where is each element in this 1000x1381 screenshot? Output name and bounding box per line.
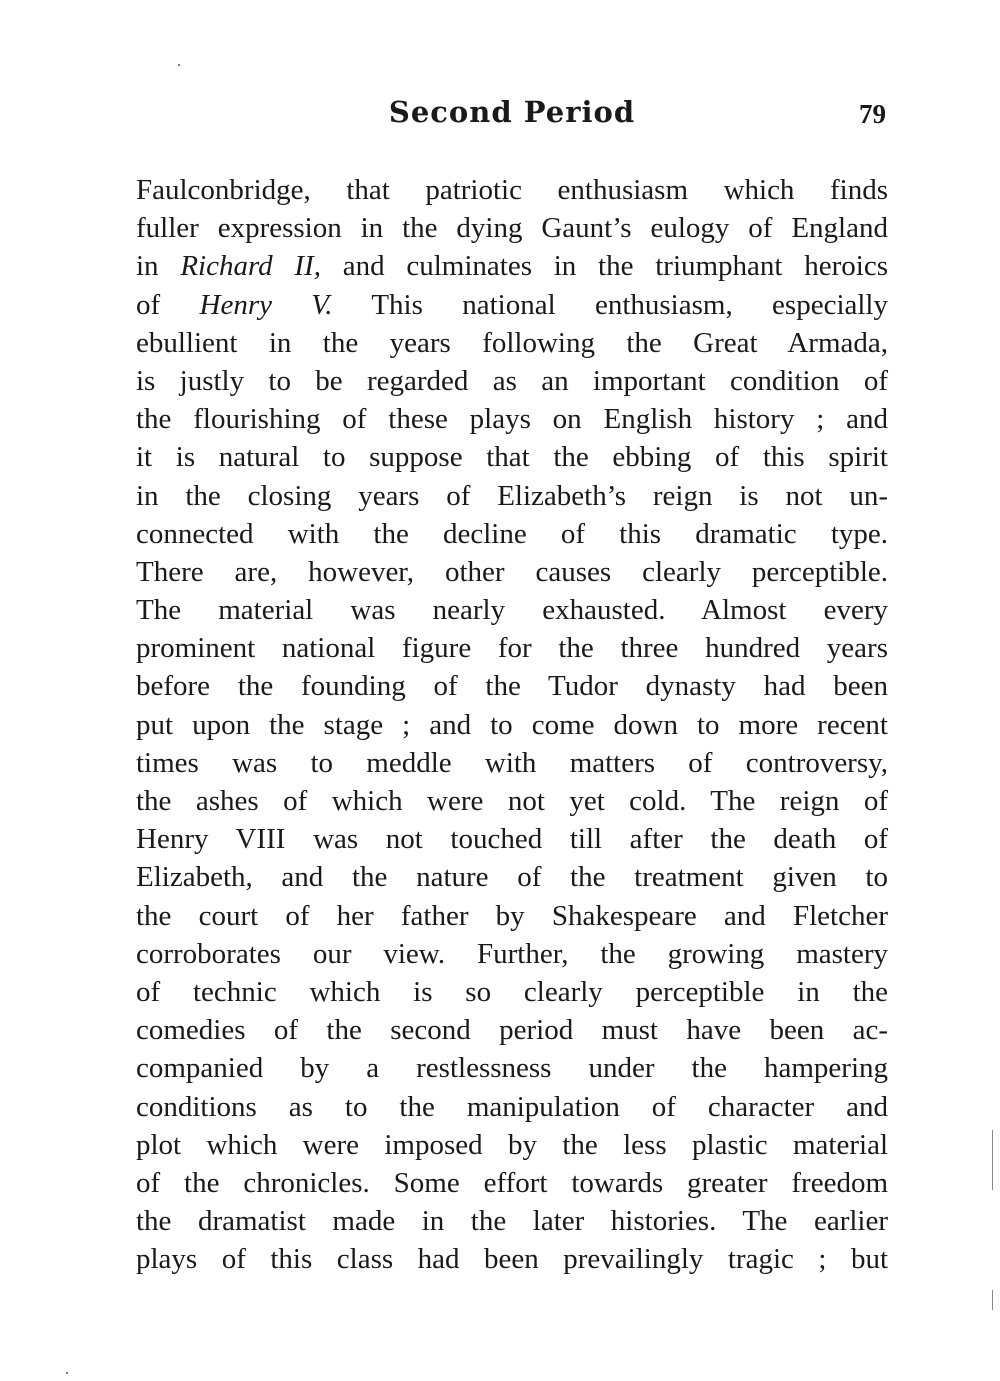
scan-speck [66,1372,68,1374]
text-line: of the chronicles. Some effort towards greater freedom [136,1166,888,1199]
text-line: prominent national figure for the three hundred years [136,632,888,665]
text-line: plot which were imposed by the less plastic material [136,1128,888,1161]
text-line: connected with the decline of this dramatic type. [136,517,888,550]
text-line: it is natural to suppose that the ebbing of this spirit [136,441,888,474]
play-title-richard-ii: Richard II, [180,250,321,283]
text-line: companied by a restlessness under the hampering [136,1052,888,1085]
text-line: plays of this class had been prevailingly tragic ; but [136,1243,888,1276]
text-line: is justly to be regarded as an important condition of [136,364,888,397]
text-line: conditions as to the manipulation of character and [136,1090,888,1123]
text-line: fuller expression in the dying Gaunt’s eulogy of England [136,212,888,245]
scan-speck [178,64,180,66]
text-line: of Henry V. This national enthusiasm, especially [136,288,888,321]
text-line: the dramatist made in the later histories. The earlier [136,1205,888,1238]
running-title: Second Period [388,95,636,129]
text-line: put upon the stage ; and to come down to more recent [136,708,888,741]
page-number: 79 [859,99,886,129]
scan-edge-mark [992,1130,993,1190]
text-line: There are, however, other causes clearly perceptible. [136,555,888,588]
body-paragraph [136,171,888,1278]
text-line: in the closing years of Elizabeth’s reign is not un- [136,479,888,512]
text-line: Elizabeth, and the nature of the treatment given to [136,861,888,894]
text-line: Faulconbridge, that patriotic enthusiasm which finds [136,174,888,206]
text-line: The material was nearly exhausted. Almost every [136,594,888,627]
text-line: the court of her father by Shakespeare and Fletcher [136,899,888,932]
text-line: of technic which is so clearly perceptible in the [136,975,888,1008]
text-line: Henry VIII was not touched till after the death of [136,823,888,856]
text-line: times was to meddle with matters of controversy, [136,746,888,779]
running-head [136,92,888,138]
text-line: ebullient in the years following the Great Armada, [136,326,888,359]
text-line: in Richard II, and culminates in the triumphant heroics [136,250,888,283]
scan-edge-mark [992,1290,993,1310]
play-title-henry-v: Henry V. [199,288,333,321]
text-line: before the founding of the Tudor dynasty had been [136,670,888,703]
text-line: comedies of the second period must have been ac- [136,1014,888,1047]
text-line: corroborates our view. Further, the growing mastery [136,937,888,970]
text-line: the ashes of which were not yet cold. The reign of [136,785,888,817]
text-line: the flourishing of these plays on English history ; and [136,403,888,436]
